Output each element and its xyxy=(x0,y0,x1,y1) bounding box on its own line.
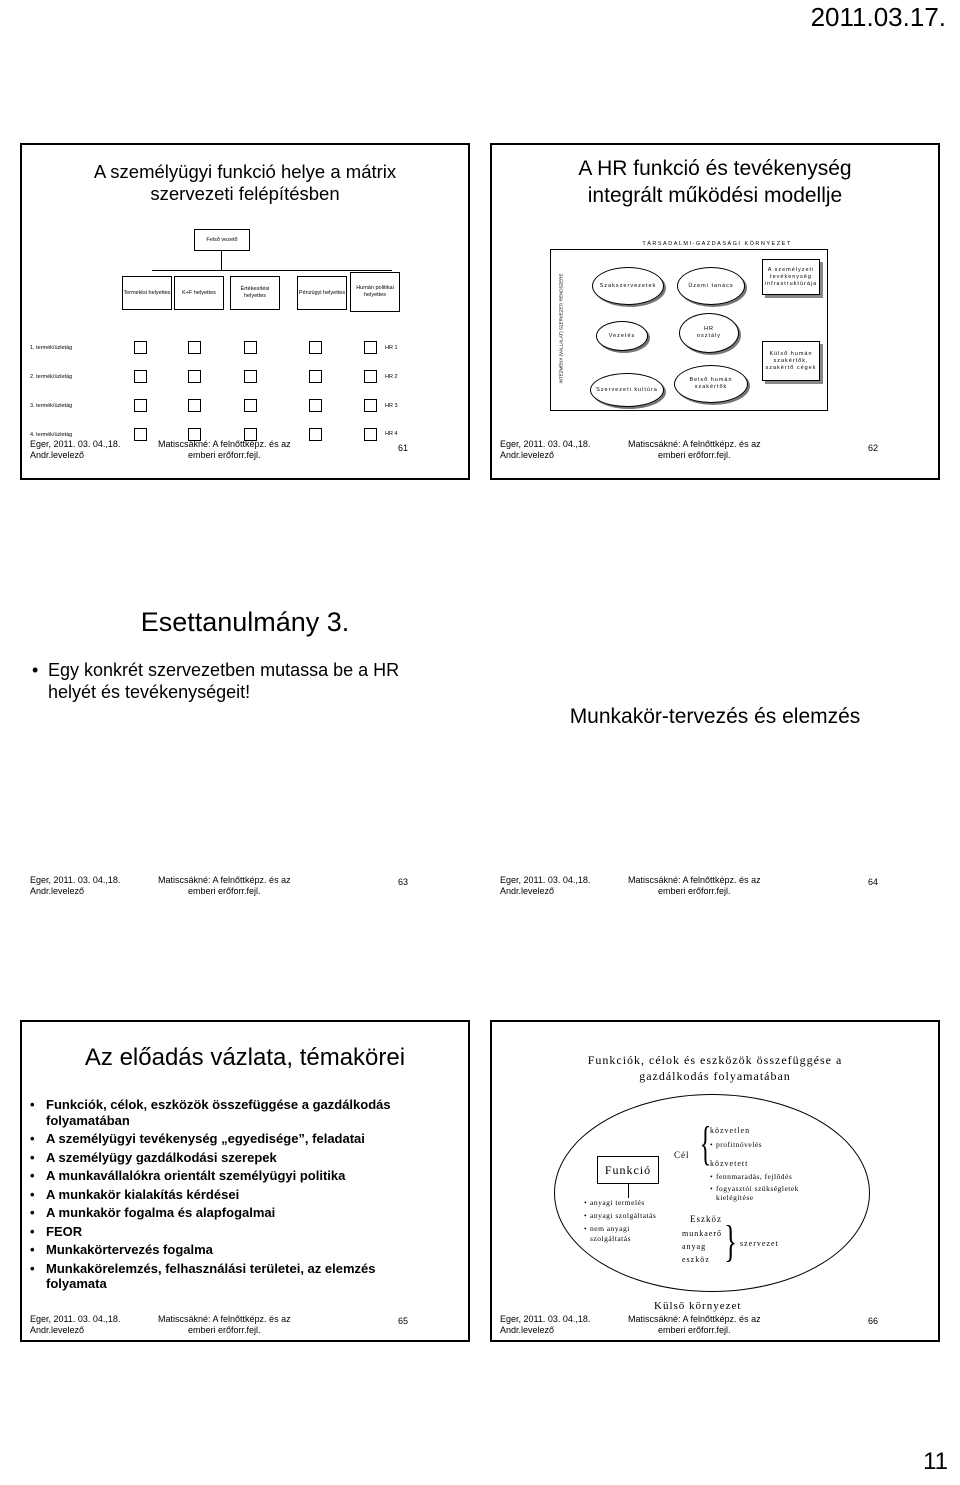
footer-author: Matiscsákné: A felnőttképz. és az xyxy=(628,1314,761,1324)
connector-horizontal xyxy=(152,270,392,271)
footer-subject: emberi erőforr.fejl. xyxy=(188,886,261,896)
topic-item: • A személyügy gazdálkodási szerepek xyxy=(30,1150,425,1166)
matrix-cell xyxy=(364,341,377,354)
footer-date: Eger, 2011. 03. 04.,18. xyxy=(30,875,121,885)
footer-left xyxy=(30,439,120,461)
topic-item: • Munkakörtervezés fogalma xyxy=(30,1242,425,1258)
matrix-cell xyxy=(364,370,377,383)
ellipse-uzemi-tanacs xyxy=(677,267,745,305)
footer-mid xyxy=(158,439,291,461)
eszkoz-label: Eszköz xyxy=(690,1214,722,1224)
deputy-label: K+F helyettes xyxy=(182,289,216,296)
kozvetlen-list xyxy=(710,1140,830,1149)
deputy-label: Pénzügyi helyettes xyxy=(298,289,346,296)
hr-label-1: HR 1 xyxy=(385,345,398,351)
matrix-cell xyxy=(364,428,377,441)
footer-left xyxy=(500,439,590,461)
bullet-list xyxy=(32,659,452,703)
slide-title: A személyügyi funkció helye a mátrix szervezeti felépítésben xyxy=(93,161,397,204)
ellipse-hr-osztaly xyxy=(679,313,739,353)
footer-author: Matiscsákné: A felnőttképz. és az xyxy=(628,875,761,885)
matrix-cell xyxy=(244,399,257,412)
box-label: A személyzeti tevékenység infrastruktúrája xyxy=(764,266,818,287)
footer-subject: emberi erőforr.fejl. xyxy=(658,450,731,460)
hr-label-3: HR 3 xyxy=(385,403,398,409)
kozvetlen-label: közvetlen xyxy=(710,1126,751,1135)
footer-date: Eger, 2011. 03. 04.,18. xyxy=(30,439,121,449)
external-experts-box xyxy=(762,341,820,381)
row-label-3: 3. termék/üzletág xyxy=(30,403,73,409)
slide-title: A HR funkció és tevékenység integrált működési modellje xyxy=(578,157,852,207)
eszkoz-item: anyag xyxy=(682,1242,707,1251)
cel-label: Cél xyxy=(674,1150,690,1160)
matrix-cell xyxy=(188,341,201,354)
topic-item: • A munkavállalókra orientált személyügyi politika xyxy=(30,1168,425,1184)
topic-item: • A személyügyi tevékenység „egyedisége”, feladatai xyxy=(30,1131,425,1147)
footer-mid xyxy=(628,875,761,897)
deputy-label: Humán politikai helyettes xyxy=(356,285,394,298)
row-label-1: 1. termék/üzletág xyxy=(30,345,73,351)
slide-title: Munkakör-tervezés és elemzés xyxy=(569,705,861,728)
footer-subject: emberi erőforr.fejl. xyxy=(658,1325,731,1335)
matrix-cell xyxy=(188,370,201,383)
slide-64 xyxy=(490,575,940,902)
footer-mid xyxy=(158,875,291,897)
deputy-label: Értékesítési helyettes xyxy=(240,286,270,299)
deputy-box-ertekesitesi xyxy=(230,276,280,310)
kozvetett-label: közvetett xyxy=(710,1159,749,1168)
matrix-cell xyxy=(134,341,147,354)
slide-65 xyxy=(20,1020,470,1342)
cel-brace: { xyxy=(699,1117,712,1170)
matrix-cell xyxy=(188,399,201,412)
footer-subject: emberi erőforr.fejl. xyxy=(188,450,261,460)
footer-course: Andr.levelező xyxy=(30,886,85,896)
system-vertical-label: INTÉZMÉNY (VÁLLALAT) SZERVEZETI RENDSZERE xyxy=(558,273,564,384)
deputy-box-human xyxy=(350,272,400,312)
funkcio-box xyxy=(597,1156,659,1184)
slide-number: 63 xyxy=(398,877,409,887)
footer-left xyxy=(30,1314,120,1336)
slide-62 xyxy=(490,143,940,480)
box-label: Külső humán szakértők, szakértő cégek xyxy=(765,350,817,371)
environment-label: TÁRSADALMI-GAZDASÁGI KÖRNYEZET xyxy=(642,241,792,247)
funkcio-label: Funkció xyxy=(604,1162,652,1177)
topic-item: • Funkciók, célok, eszközök összefüggése a gazdálkodás folyamatában xyxy=(30,1097,425,1128)
row-label-2: 2. termék/üzletág xyxy=(30,374,73,380)
slide-title: Funkciók, célok és eszközök összefüggése a gazdálkodás folyamatában xyxy=(587,1053,843,1083)
eszkoz-list xyxy=(682,1227,722,1266)
footer-left xyxy=(500,875,590,897)
footer-author: Matiscsákné: A felnőttképz. és az xyxy=(158,875,291,885)
footer-author: Matiscsákné: A felnőttképz. és az xyxy=(158,439,291,449)
kozvetlen-item: • profitnövelés xyxy=(710,1140,830,1149)
footer-course: Andr.levelező xyxy=(500,1325,555,1335)
topic-item: • Munkakörelemzés, felhasználási területei, az elemzés folyamata xyxy=(30,1261,425,1292)
slide-63 xyxy=(20,575,470,902)
footer-mid xyxy=(628,439,761,461)
slide-number: 62 xyxy=(868,443,879,453)
footer-course: Andr.levelező xyxy=(500,450,555,460)
ellipse-label: HR osztály xyxy=(696,326,722,339)
szervezet-label: szervezet xyxy=(740,1239,779,1248)
footer-mid xyxy=(158,1314,291,1336)
deputy-box-kf xyxy=(174,276,224,310)
matrix-cell xyxy=(309,399,322,412)
top-manager-box xyxy=(194,229,250,251)
kozvetett-item: • fennmaradás, fejlődés xyxy=(710,1172,820,1181)
matrix-cell xyxy=(309,370,322,383)
slide-number: 66 xyxy=(868,1316,879,1326)
funkcio-item: • anyagi szolgáltatás xyxy=(584,1211,704,1221)
hr-label-4: HR 4 xyxy=(385,431,398,437)
deputy-box-penzugyi xyxy=(297,276,347,310)
matrix-cell xyxy=(134,370,147,383)
eszkoz-item: eszköz xyxy=(682,1255,710,1264)
ellipse-belso-szakertok xyxy=(674,365,748,403)
ellipse-label: Szervezeti kultúra xyxy=(596,386,658,393)
slide-title: Az előadás vázlata, témakörei xyxy=(84,1044,406,1071)
top-manager-label: Felső vezető xyxy=(206,236,238,243)
footer-author: Matiscsákné: A felnőttképz. és az xyxy=(158,1314,291,1324)
funkcio-item: • anyagi termelés xyxy=(584,1198,704,1208)
topic-item: • FEOR xyxy=(30,1224,425,1240)
slide-title: Esettanulmány 3. xyxy=(140,607,350,637)
kulso-kornyezet-label: Külső környezet xyxy=(654,1300,742,1312)
footer-subject: emberi erőforr.fejl. xyxy=(658,886,731,896)
ellipse-label: Belső humán szakértők xyxy=(689,377,733,390)
page-number: 11 xyxy=(923,1448,948,1475)
matrix-cell xyxy=(364,399,377,412)
ellipse-label: Vezetés xyxy=(608,332,636,339)
matrix-cell xyxy=(244,370,257,383)
topic-item: • A munkakör kialakítás kérdései xyxy=(30,1187,425,1203)
bullet-item: • Egy konkrét szervezetben mutassa be a HR helyét és tevékenységeit! xyxy=(32,659,452,703)
funkcio-connector xyxy=(628,1184,629,1198)
topic-list xyxy=(30,1097,425,1292)
slide-61 xyxy=(20,143,470,480)
slide-number: 61 xyxy=(398,443,409,453)
ellipse-label: Szakszervezetek xyxy=(599,282,657,289)
ellipse-label: Üzemi tanács xyxy=(688,282,734,289)
footer-left xyxy=(30,875,120,897)
ellipse-szervezeti-kultura xyxy=(590,373,664,407)
header-date: 2011.03.17. xyxy=(810,2,946,32)
footer-mid xyxy=(628,1314,761,1336)
row-label-4: 4. termék/üzletág xyxy=(30,432,73,438)
funkcio-item: • nem anyagi szolgáltatás xyxy=(584,1224,660,1244)
deputy-label: Termelési helyettes xyxy=(123,289,171,296)
footer-date: Eger, 2011. 03. 04.,18. xyxy=(30,1314,121,1324)
deputy-box-termelesi xyxy=(122,276,172,310)
topic-item: • A munkakör fogalma és alapfogalmai xyxy=(30,1205,425,1221)
footer-date: Eger, 2011. 03. 04.,18. xyxy=(500,875,591,885)
footer-course: Andr.levelező xyxy=(30,450,85,460)
footer-subject: emberi erőforr.fejl. xyxy=(188,1325,261,1335)
footer-left xyxy=(500,1314,590,1336)
matrix-cell xyxy=(244,341,257,354)
ellipse-vezetes xyxy=(596,321,648,351)
footer-author: Matiscsákné: A felnőttképz. és az xyxy=(628,439,761,449)
hr-label-2: HR 2 xyxy=(385,374,398,380)
footer-date: Eger, 2011. 03. 04.,18. xyxy=(500,1314,591,1324)
matrix-cell xyxy=(309,428,322,441)
slide-number: 65 xyxy=(398,1316,409,1326)
slide-number: 64 xyxy=(868,877,879,887)
infrastructure-box xyxy=(762,259,820,295)
matrix-cell xyxy=(134,399,147,412)
eszkoz-item: munkaerő xyxy=(682,1229,722,1238)
matrix-cell xyxy=(134,428,147,441)
footer-date: Eger, 2011. 03. 04.,18. xyxy=(500,439,591,449)
matrix-cell xyxy=(309,341,322,354)
kozvetett-item: • fogyasztói szükségletek kielégítése xyxy=(710,1184,820,1202)
kozvetett-list xyxy=(710,1172,820,1202)
ellipse-szakszervezetek xyxy=(592,267,664,305)
footer-course: Andr.levelező xyxy=(30,1325,85,1335)
connector-vertical xyxy=(221,251,222,271)
footer-course: Andr.levelező xyxy=(500,886,555,896)
eszkoz-brace: } xyxy=(724,1217,737,1266)
slide-66 xyxy=(490,1020,940,1342)
